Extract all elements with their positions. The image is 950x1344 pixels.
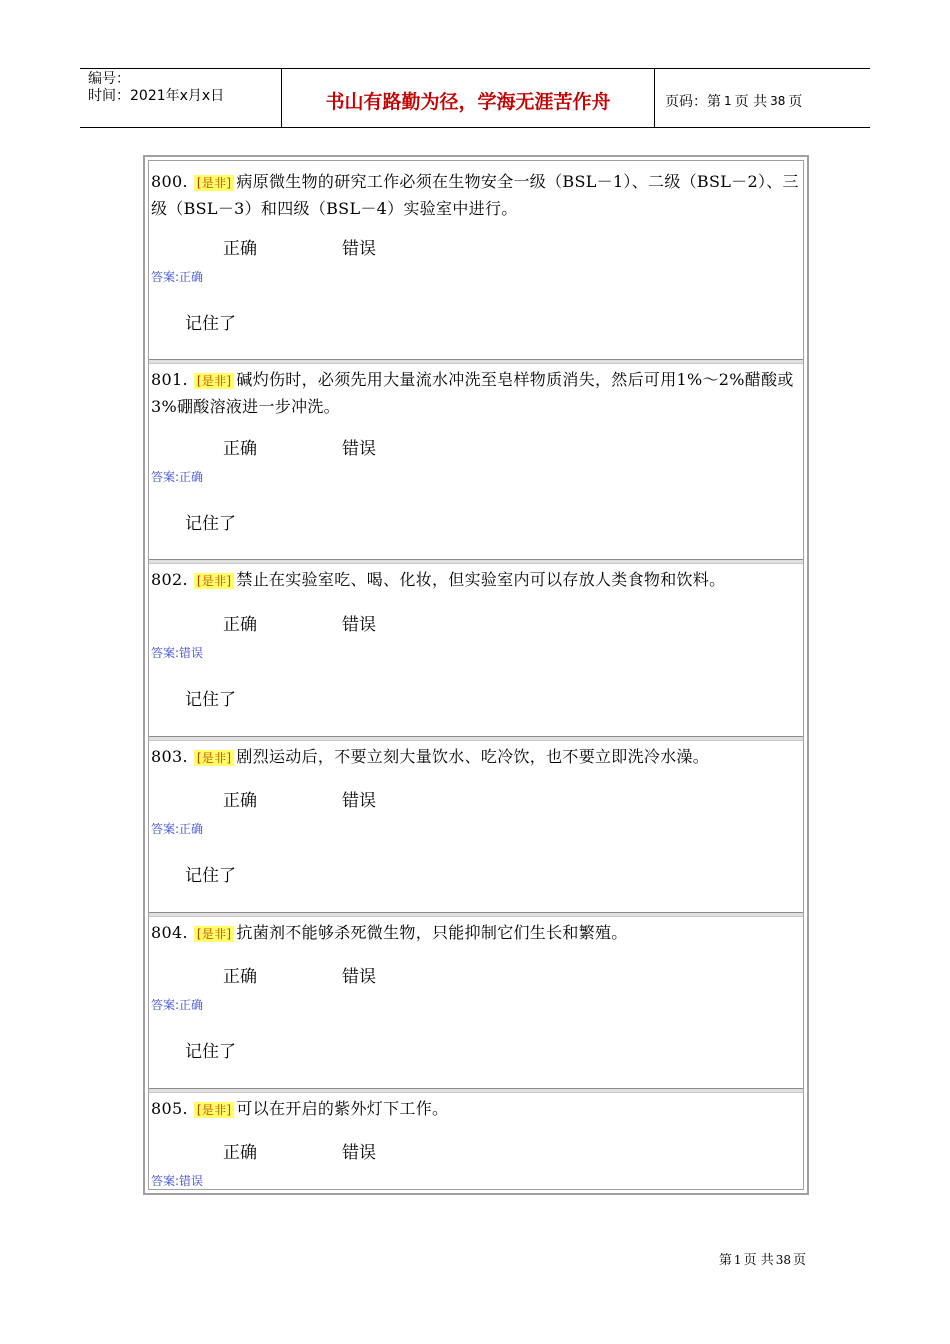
question-text: 剧烈运动后，不要立刻大量饮水、吃冷饮，也不要立即洗冷水澡。 [236,747,710,766]
question-item [149,1088,803,1192]
answer-text: 答案:错误 [151,1174,204,1188]
footer-current: 1 [733,1253,742,1267]
question-text: 可以在开启的紫外灯下工作。 [236,1099,449,1118]
time-label: 时间：2021年x月x日 [88,88,225,104]
option-false[interactable]: 错误 [342,239,376,259]
question-text: 碱灼伤时，必须先用大量流水冲洗至皂样物质消失，然后可用1%～2%醋酸或3%硼酸溶液进一步冲洗。 [151,370,794,416]
question-type-tag: [是非] [194,1102,235,1118]
option-true[interactable]: 正确 [223,615,257,635]
question-type-tag: [是非] [194,573,235,589]
option-false[interactable]: 错误 [342,791,376,811]
question-number: 805. [151,1099,188,1118]
question-text-block [151,744,801,771]
question-item [149,912,803,1088]
option-true[interactable]: 正确 [223,439,257,459]
option-false[interactable]: 错误 [342,615,376,635]
row-divider [149,912,803,917]
question-frame [143,155,809,1195]
question-type-tag: [是非] [194,926,235,942]
question-list [148,160,804,1190]
remember-button[interactable]: 记住了 [185,690,236,710]
page-middle: 页 共 [734,93,768,110]
answer-text: 答案:正确 [151,270,204,284]
question-text-block [151,367,801,419]
question-item [149,161,803,359]
row-divider [149,736,803,741]
question-item [149,359,803,559]
header-motto: 书山有路勤为径，学海无涯苦作舟 [282,69,655,128]
header-page-number [655,69,870,128]
footer-middle: 页 共 [743,1253,774,1268]
serial-label: 编号： [88,71,130,87]
question-item [149,559,803,736]
footer-prefix: 第 [718,1253,732,1268]
answer-text: 答案:正确 [151,822,204,836]
footer-total: 38 [775,1253,791,1267]
footer-suffix: 页 [792,1253,806,1268]
question-type-tag: [是非] [194,175,235,191]
question-text-block [151,567,801,594]
answer-text: 答案:正确 [151,998,204,1012]
option-true[interactable]: 正确 [223,967,257,987]
header-meta [80,69,282,128]
page-total: 38 [770,93,786,108]
remember-button[interactable]: 记住了 [185,314,236,334]
page-footer [719,1249,806,1268]
option-false[interactable]: 错误 [342,967,376,987]
question-number: 801. [151,370,188,389]
question-text: 抗菌剂不能够杀死微生物，只能抑制它们生长和繁殖。 [236,923,628,942]
question-item [149,736,803,912]
option-false[interactable]: 错误 [342,439,376,459]
row-divider [149,1088,803,1093]
page-suffix: 页 [788,93,803,110]
answer-text: 答案:错误 [151,646,204,660]
answer-text: 答案:正确 [151,470,204,484]
question-number: 803. [151,747,188,766]
remember-button[interactable]: 记住了 [185,866,236,886]
question-text: 病原微生物的研究工作必须在生物安全一级（BSL－1）、二级（BSL－2）、三级（BSL－3）和四级（BSL－4）实验室中进行。 [151,172,799,218]
question-text-block [151,169,801,221]
option-true[interactable]: 正确 [223,791,257,811]
remember-button[interactable]: 记住了 [185,514,236,534]
page-prefix: 页码：第 [665,93,721,110]
page-header [80,68,870,128]
question-text-block [151,1096,801,1123]
question-text: 禁止在实验室吃、喝、化妆，但实验室内可以存放人类食物和饮料。 [236,570,726,589]
option-false[interactable]: 错误 [342,1143,376,1163]
question-type-tag: [是非] [194,373,235,389]
row-divider [149,559,803,564]
option-true[interactable]: 正确 [223,1143,257,1163]
remember-button[interactable]: 记住了 [185,1042,236,1062]
question-number: 800. [151,172,188,191]
question-number: 802. [151,570,188,589]
question-text-block [151,920,801,947]
question-type-tag: [是非] [194,750,235,766]
option-true[interactable]: 正确 [223,239,257,259]
row-divider [149,359,803,364]
page-current: 1 [724,93,732,108]
question-number: 804. [151,923,188,942]
